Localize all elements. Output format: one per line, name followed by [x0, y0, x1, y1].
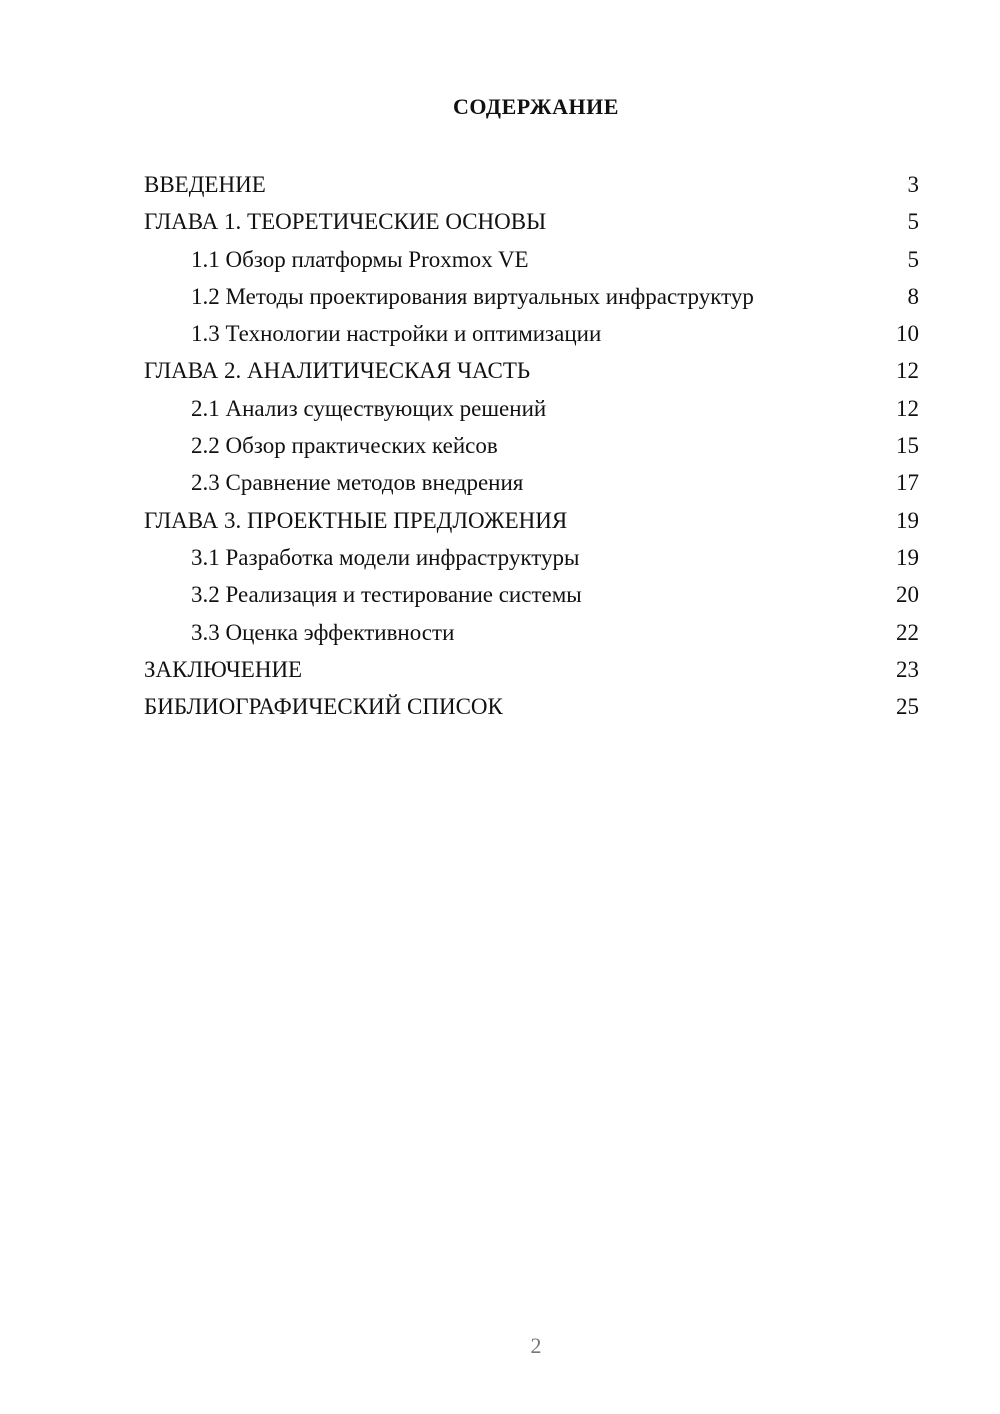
toc-entry-chapter-1[interactable] — [144, 203, 919, 240]
toc-entry-introduction[interactable] — [144, 166, 919, 203]
toc-entry-page: 19 — [896, 544, 919, 570]
toc-entry-page: 19 — [896, 507, 919, 533]
page-title: СОДЕРЖАНИЕ — [453, 94, 619, 119]
toc-entry-conclusion[interactable] — [144, 651, 919, 688]
toc-entry-bibliography[interactable] — [144, 688, 919, 725]
toc-entry-page: 5 — [907, 209, 919, 235]
toc-entry-page: 12 — [896, 395, 919, 421]
toc-entry-label: 1.1 Обзор платформы Proxmox VE — [191, 246, 529, 272]
toc-entry-label: 1.2 Методы проектирования виртуальных инфраструктур — [191, 283, 754, 309]
toc-entry-section-2-1[interactable] — [144, 390, 919, 427]
toc-entry-section-2-3[interactable] — [144, 464, 919, 501]
toc-entry-label: 3.1 Разработка модели инфраструктуры — [191, 544, 580, 570]
toc-entry-label: ГЛАВА 3. ПРОЕКТНЫЕ ПРЕДЛОЖЕНИЯ — [144, 507, 568, 533]
toc-entry-page: 25 — [896, 694, 919, 720]
toc-entry-section-1-3[interactable] — [144, 315, 919, 352]
toc-entry-section-3-3[interactable] — [144, 614, 919, 651]
toc-entry-page: 17 — [896, 470, 919, 496]
toc-entry-section-3-1[interactable] — [144, 539, 919, 576]
toc-entry-label: 3.3 Оценка эффективности — [191, 619, 455, 645]
toc-entry-label: БИБЛИОГРАФИЧЕСКИЙ СПИСОК — [144, 694, 503, 720]
toc-entry-page: 5 — [907, 246, 919, 272]
toc-entry-page: 12 — [896, 358, 919, 384]
toc-entry-section-2-2[interactable] — [144, 427, 919, 464]
toc-entry-page: 10 — [896, 321, 919, 347]
page-number: 2 — [530, 1333, 542, 1358]
toc-entry-page: 3 — [907, 172, 919, 197]
toc-entry-label: ГЛАВА 2. АНАЛИТИЧЕСКАЯ ЧАСТЬ — [144, 358, 531, 384]
toc-entry-label: 2.1 Анализ существующих решений — [191, 395, 547, 421]
toc-entry-label: 2.3 Сравнение методов внедрения — [191, 470, 524, 496]
toc-entry-page: 23 — [896, 656, 919, 682]
toc-entry-page: 22 — [896, 619, 919, 645]
toc-entry-label: ГЛАВА 1. ТЕОРЕТИЧЕСКИЕ ОСНОВЫ — [144, 209, 547, 235]
toc-entry-page: 20 — [896, 582, 919, 608]
toc-entry-page: 8 — [907, 283, 919, 309]
toc-entry-section-1-2[interactable] — [144, 278, 919, 315]
toc-entry-label: ЗАКЛЮЧЕНИЕ — [144, 656, 303, 682]
toc-entry-section-1-1[interactable] — [144, 241, 919, 278]
toc-entry-page: 15 — [896, 433, 919, 459]
toc-entry-chapter-2[interactable] — [144, 352, 919, 389]
toc-entry-label: 3.2 Реализация и тестирование системы — [191, 582, 582, 608]
toc-entry-label: 2.2 Обзор практических кейсов — [191, 433, 498, 459]
toc-entry-chapter-3[interactable] — [144, 502, 919, 539]
toc-entry-label: 1.3 Технологии настройки и оптимизации — [191, 321, 602, 347]
toc-entry-section-3-2[interactable] — [144, 576, 919, 613]
table-of-contents — [144, 166, 919, 725]
toc-entry-label: ВВЕДЕНИЕ — [144, 172, 266, 197]
